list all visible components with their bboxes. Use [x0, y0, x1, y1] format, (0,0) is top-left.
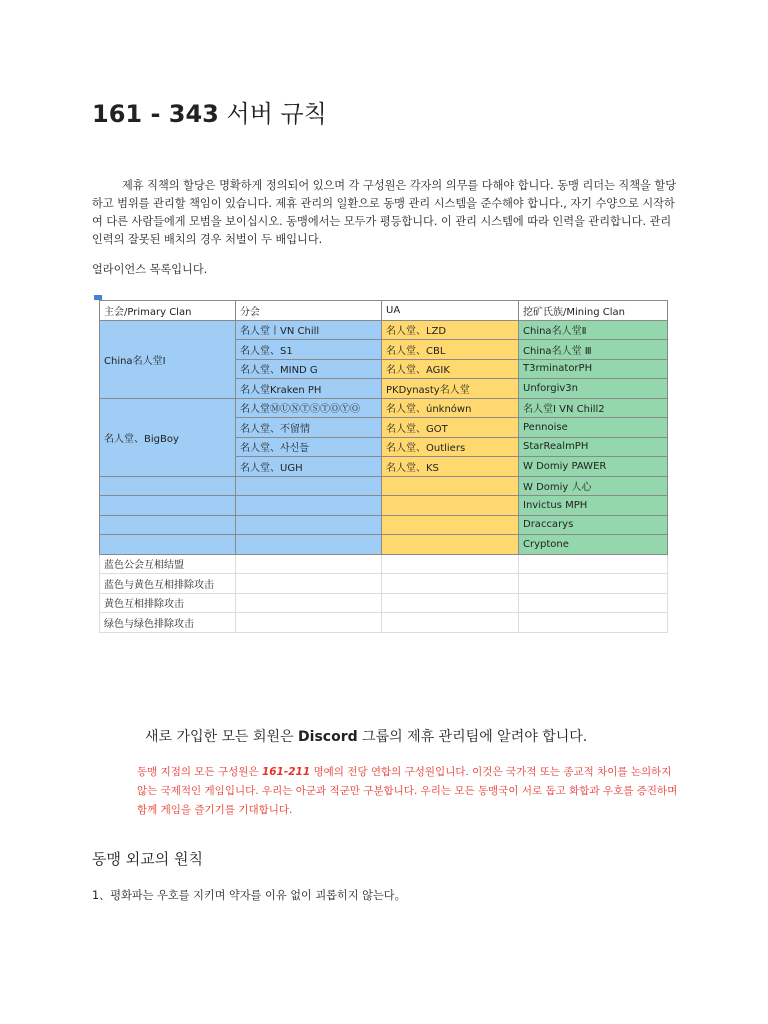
- legend-label: 蓝色与黄色互相排除攻击: [100, 574, 236, 594]
- header-ua: UA: [382, 301, 519, 321]
- empty-cell: [382, 593, 519, 613]
- empty-cell: [519, 574, 668, 594]
- branch-cell: 名人堂、不留情: [236, 418, 382, 438]
- mining-cell: Draccarys: [519, 515, 668, 535]
- ua-cell: 名人堂、GOT: [382, 418, 519, 438]
- empty-cell: [519, 554, 668, 574]
- legend-row: [100, 613, 668, 633]
- empty-cell: [519, 593, 668, 613]
- table-row: [100, 515, 668, 535]
- empty-cell: [382, 613, 519, 633]
- empty-cell: [236, 476, 382, 496]
- alliance-list-heading: 얼라이언스 목록입니다.: [92, 263, 208, 276]
- discord-notice: 새로 가입한 모든 회원은 Discord 그룹의 제휴 관리팀에 알려야 합니다.: [145, 729, 588, 745]
- primary-clan-cell: 名人堂、BigBoy: [100, 398, 236, 476]
- legend-row: [100, 593, 668, 613]
- empty-cell: [382, 476, 519, 496]
- intro-paragraph: 제휴 직책의 할당은 명확하게 정의되어 있으며 각 구성원은 각자의 의무를 다해야 합니다. 동맹 리더는 직책을 할당하고 범위를 관리할 책임이 있습니다. 제휴 관리의 일환으로 동맹 관리 시스템을 준수해야 합니다., 자기 수양으로 시작하여 다른 사람들에게 모범을 보이십시오. 동맹에서는 모두가 평등합니다. 이 관리 시스템에 따라 인력을 관리합니다. 관리 인력의 잘못된 배치의 경우 처벌이 두 배입니다.: [92, 179, 677, 246]
- table-row: [100, 398, 668, 418]
- mining-cell: China名人堂 Ⅲ: [519, 340, 668, 360]
- empty-cell: [100, 515, 236, 535]
- table-header-row: [100, 301, 668, 321]
- branch-cell: 名人堂ⓂⓊⓃⓉⓈⓉⓄⓎⓄ: [236, 398, 382, 418]
- ua-cell: 名人堂、LZD: [382, 320, 519, 340]
- legend-label: 蓝色公会互相结盟: [100, 554, 236, 574]
- empty-cell: [382, 496, 519, 516]
- empty-cell: [236, 574, 382, 594]
- ua-cell: 名人堂、CBL: [382, 340, 519, 360]
- mining-cell: StarRealmPH: [519, 437, 668, 457]
- diplomacy-rule-1: 1、평화파는 우호를 지키며 약자를 이유 없이 괴롭히지 않는다。: [92, 889, 406, 902]
- branch-cell: 名人堂、S1: [236, 340, 382, 360]
- legend-row: [100, 574, 668, 594]
- mining-cell: China名人堂Ⅱ: [519, 320, 668, 340]
- legend-row: [100, 554, 668, 574]
- ua-cell: 名人堂、Outliers: [382, 437, 519, 457]
- branch-cell: 名人堂Kraken PH: [236, 379, 382, 399]
- empty-cell: [382, 535, 519, 555]
- alliance-table: [99, 300, 668, 633]
- header-branch: 分会: [236, 301, 382, 321]
- mining-cell: Pennoise: [519, 418, 668, 438]
- branch-cell: 名人堂、UGH: [236, 457, 382, 477]
- empty-cell: [100, 496, 236, 516]
- mining-cell: W Domiy 人心: [519, 476, 668, 496]
- ua-cell: 名人堂、AGIK: [382, 359, 519, 379]
- table-row: [100, 496, 668, 516]
- mining-cell: Invictus MPH: [519, 496, 668, 516]
- mining-cell: Unforgiv3n: [519, 379, 668, 399]
- branch-cell: 名人堂、사신들: [236, 437, 382, 457]
- branch-cell: 名人堂、MIND G: [236, 359, 382, 379]
- empty-cell: [382, 574, 519, 594]
- header-mining-clan: 挖矿氏族/Mining Clan: [519, 301, 668, 321]
- table-row: [100, 535, 668, 555]
- empty-cell: [236, 593, 382, 613]
- empty-cell: [519, 613, 668, 633]
- empty-cell: [236, 554, 382, 574]
- table-row: [100, 320, 668, 340]
- branch-cell: 名人堂丨VN Chill: [236, 320, 382, 340]
- legend-label: 黄色互相排除攻击: [100, 593, 236, 613]
- page-title: 161 - 343 서버 규칙: [92, 100, 327, 128]
- ua-cell: PKDynasty名人堂: [382, 379, 519, 399]
- header-primary-clan: 主会/Primary Clan: [100, 301, 236, 321]
- empty-cell: [236, 535, 382, 555]
- empty-cell: [236, 613, 382, 633]
- table-row: [100, 476, 668, 496]
- diplomacy-section-title: 동맹 외교의 원칙: [92, 850, 203, 868]
- empty-cell: [100, 476, 236, 496]
- empty-cell: [100, 535, 236, 555]
- empty-cell: [236, 496, 382, 516]
- primary-clan-cell: China名人堂I: [100, 320, 236, 398]
- ua-cell: 名人堂、únknówn: [382, 398, 519, 418]
- empty-cell: [382, 515, 519, 535]
- legend-label: 绿色与绿色排除攻击: [100, 613, 236, 633]
- empty-cell: [236, 515, 382, 535]
- alliance-member-notice: 동맹 지점의 모든 구성원은 161-211 명예의 전당 연합의 구성원입니다. 이것은 국가적 또는 종교적 차이를 논의하지 않는 국제적인 게임입니다. 우리는 아군과 적군만 구분합니다. 우리는 모든 동맹국이 서로 돕고 화합과 우호를 증진하며 함께 게임을 즐기기를 기대합니다.: [137, 766, 678, 816]
- ua-cell: 名人堂、KS: [382, 457, 519, 477]
- mining-cell: W Domiy PAWER: [519, 457, 668, 477]
- mining-cell: T3rminatorPH: [519, 359, 668, 379]
- mining-cell: 名人堂I VN Chill2: [519, 398, 668, 418]
- empty-cell: [382, 554, 519, 574]
- mining-cell: Cryptone: [519, 535, 668, 555]
